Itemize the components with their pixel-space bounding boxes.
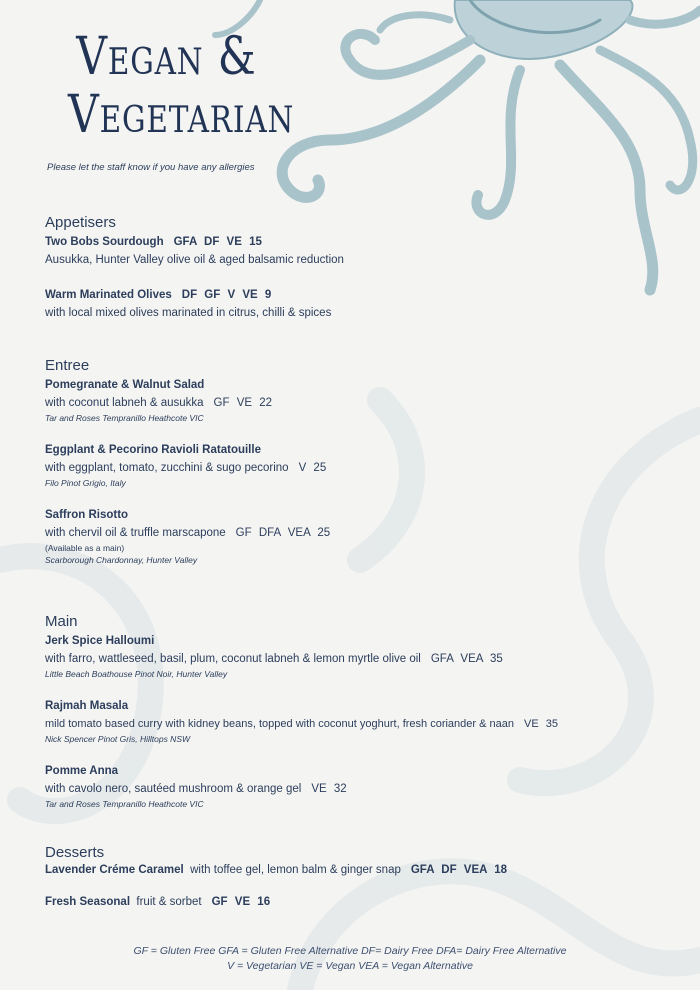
dish-description: with local mixed olives marinated in citrus, chilli & spices: [45, 307, 332, 319]
wine-pairing: Tar and Roses Tempranillo Heathcote VIC: [45, 413, 204, 423]
dish-description: [45, 653, 503, 665]
section-main-heading: Main: [45, 613, 78, 630]
dish-name: Warm Marinated Olives: [45, 289, 172, 301]
section-desserts-heading: Desserts: [45, 844, 105, 861]
dish-tags: GF VE 16: [211, 896, 271, 908]
dessert-item: [45, 896, 270, 908]
dish-description-text: mild tomato based curry with kidney beans, topped with coconut yoghurt, fresh coriander & naan: [45, 718, 514, 730]
dish-description: Ausukka, Hunter Valley olive oil & aged balsamic reduction: [45, 254, 344, 266]
dish-tags: GFA DF VE 15: [173, 236, 262, 248]
dish-description: [45, 783, 347, 795]
availability-note: (Available as a main): [45, 543, 125, 553]
dish-name: Eggplant & Pecorino Ravioli Ratatouille: [45, 444, 261, 456]
wine-pairing: Nick Spencer Pinot Gris, Hilltops NSW: [45, 734, 191, 744]
dish-tags: VE 35: [523, 718, 558, 730]
dish-description-text: with coconut labneh & ausukka: [45, 397, 204, 409]
dish-name: Lavender Créme Caramel: [45, 864, 184, 876]
dish-name: Jerk Spice Halloumi: [45, 635, 155, 647]
dish-tags: GFA VEA 35: [430, 653, 503, 665]
title-line-1: Vegan &: [76, 27, 257, 87]
dish-description: [45, 462, 326, 474]
dish-name: Rajmah Masala: [45, 700, 129, 712]
legend-line-2: V = Vegetarian VE = Vegan VEA = Vegan Alternative: [227, 960, 473, 972]
dish-description-text: fruit & sorbet: [136, 896, 202, 908]
wine-pairing: Little Beach Boathouse Pinot Noir, Hunter Valley: [45, 669, 228, 679]
menu-item-title: [45, 289, 271, 301]
dish-name: Pomegranate & Walnut Salad: [45, 379, 205, 391]
dish-description: [45, 718, 558, 730]
section-entree-heading: Entree: [45, 357, 90, 374]
wine-pairing: Tar and Roses Tempranillo Heathcote VIC: [45, 799, 204, 809]
dish-name: Saffron Risotto: [45, 509, 129, 521]
section-appetisers-heading: Appetisers: [45, 214, 116, 231]
dish-tags: GF DFA VEA 25: [235, 527, 331, 539]
dish-description-text: with eggplant, tomato, zucchini & sugo pecorino: [45, 462, 289, 474]
dish-description-text: with cavolo nero, sautéed mushroom & orange gel: [45, 783, 302, 795]
dish-description: [45, 527, 330, 539]
dish-tags: V 25: [298, 462, 327, 474]
dessert-item: [45, 864, 507, 876]
dish-name: Pomme Anna: [45, 765, 119, 777]
dish-description-text: with farro, wattleseed, basil, plum, coconut labneh & lemon myrtle olive oil: [45, 653, 421, 665]
dish-description-text: with toffee gel, lemon balm & ginger snap: [190, 864, 401, 876]
title-line-2: Vegetarian: [68, 85, 295, 145]
dietary-legend: [0, 944, 700, 974]
menu-item-title: [45, 236, 262, 248]
dish-tags: VE 32: [311, 783, 347, 795]
dish-tags: DF GF V VE 9: [181, 289, 272, 301]
legend-line-1: GF = Gluten Free GFA = Gluten Free Alternative DF= Dairy Free DFA= Dairy Free Alternative: [133, 945, 567, 957]
allergy-note: Please let the staff know if you have any allergies: [47, 162, 255, 173]
dish-tags: GF VE 22: [213, 397, 273, 409]
wine-pairing: Scarborough Chardonnay, Hunter Valley: [45, 555, 198, 565]
dish-name: Two Bobs Sourdough: [45, 236, 164, 248]
dish-description: [45, 397, 272, 409]
dish-tags: GFA DF VEA 18: [410, 864, 507, 876]
menu-title: [68, 27, 295, 145]
dish-description-text: with chervil oil & truffle marscapone: [45, 527, 226, 539]
wine-pairing: Filo Pinot Grigio, Italy: [45, 478, 126, 488]
dish-name: Fresh Seasonal: [45, 896, 131, 908]
